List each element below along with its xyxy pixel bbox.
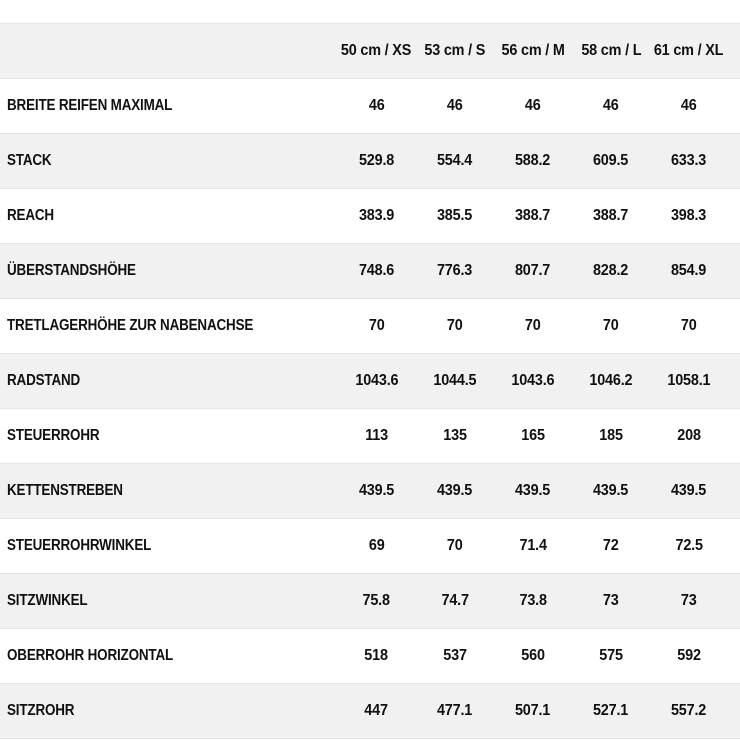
value-text: 73 <box>603 592 619 609</box>
value-cell <box>650 299 740 354</box>
value-cell <box>416 409 494 464</box>
value-text: 439.5 <box>515 482 551 499</box>
column-header-label: 53 cm / S <box>424 42 486 59</box>
value-text: 46 <box>603 97 619 114</box>
table-row <box>0 244 740 299</box>
value-cell <box>337 244 416 299</box>
value-cell <box>650 574 740 629</box>
value-text: 73.8 <box>519 592 547 609</box>
row-label-cell <box>0 574 337 629</box>
column-header-size <box>337 24 416 79</box>
value-cell <box>650 464 740 519</box>
value-text: 70 <box>447 537 463 554</box>
value-text: 385.5 <box>437 207 473 224</box>
value-text: 388.7 <box>593 207 629 224</box>
value-text: 398.3 <box>671 207 707 224</box>
value-text: 557.2 <box>671 702 707 719</box>
table-row <box>0 574 740 629</box>
column-header-size <box>650 24 740 79</box>
value-cell <box>494 299 572 354</box>
value-cell <box>494 464 572 519</box>
header-empty-cell <box>0 24 337 79</box>
value-cell <box>572 134 650 189</box>
table-row <box>0 629 740 684</box>
table-row <box>0 189 740 244</box>
value-text: 633.3 <box>671 152 707 169</box>
value-cell <box>416 299 494 354</box>
row-label-cell <box>0 629 337 684</box>
column-header-size <box>494 24 572 79</box>
column-header-label: 61 cm / XL <box>654 42 724 59</box>
value-cell <box>337 574 416 629</box>
value-text: 1058.1 <box>667 372 711 389</box>
value-text: 748.6 <box>358 262 395 279</box>
row-label: STEUERROHRWINKEL <box>7 537 152 554</box>
value-cell <box>572 464 650 519</box>
row-label: OBERROHR HORIZONTAL <box>7 647 174 664</box>
value-text: 518 <box>364 647 389 664</box>
table-row <box>0 354 740 409</box>
row-label-cell <box>0 79 337 134</box>
value-text: 439.5 <box>593 482 629 499</box>
table-row <box>0 464 740 519</box>
value-cell <box>650 79 740 134</box>
value-text: 554.4 <box>437 152 473 169</box>
value-cell <box>650 189 740 244</box>
header-row <box>0 24 740 79</box>
value-text: 46 <box>525 97 541 114</box>
value-text: 1046.2 <box>589 372 633 389</box>
row-label: SITZWINKEL <box>7 592 88 609</box>
row-label-cell <box>0 354 337 409</box>
row-label-cell <box>0 189 337 244</box>
row-label: STEUERROHR <box>7 427 100 444</box>
value-text: 439.5 <box>358 482 395 499</box>
value-cell <box>494 354 572 409</box>
value-text: 507.1 <box>515 702 551 719</box>
value-cell <box>650 354 740 409</box>
row-label-cell <box>0 409 337 464</box>
value-text: 529.8 <box>358 152 395 169</box>
table-row <box>0 79 740 134</box>
row-label: KETTENSTREBEN <box>7 482 123 499</box>
value-cell <box>572 79 650 134</box>
value-text: 46 <box>447 97 463 114</box>
table-row <box>0 684 740 739</box>
value-text: 135 <box>443 427 467 444</box>
geometry-table <box>0 23 740 739</box>
column-header-label: 56 cm / M <box>501 42 565 59</box>
row-label-cell <box>0 134 337 189</box>
value-text: 1044.5 <box>433 372 477 389</box>
table-row <box>0 299 740 354</box>
value-text: 592 <box>677 647 701 664</box>
value-cell <box>494 409 572 464</box>
value-text: 854.9 <box>671 262 707 279</box>
value-cell <box>416 354 494 409</box>
value-cell <box>494 684 572 739</box>
value-text: 75.8 <box>362 592 391 609</box>
value-cell <box>337 189 416 244</box>
row-label: BREITE REIFEN MAXIMAL <box>7 97 173 114</box>
value-text: 588.2 <box>515 152 551 169</box>
value-text: 537 <box>443 647 467 664</box>
value-text: 113 <box>365 427 388 444</box>
value-cell <box>650 244 740 299</box>
value-cell <box>337 354 416 409</box>
value-text: 477.1 <box>437 702 473 719</box>
value-text: 71.4 <box>519 537 547 554</box>
value-cell <box>337 629 416 684</box>
value-cell <box>416 464 494 519</box>
value-cell <box>650 409 740 464</box>
value-text: 439.5 <box>671 482 707 499</box>
value-text: 383.9 <box>358 207 395 224</box>
value-text: 447 <box>364 702 389 719</box>
row-label-cell <box>0 299 337 354</box>
row-label: STACK <box>7 152 52 169</box>
value-cell <box>650 134 740 189</box>
row-label: REACH <box>7 207 54 224</box>
value-text: 208 <box>677 427 701 444</box>
value-cell <box>337 299 416 354</box>
value-cell <box>337 684 416 739</box>
value-cell <box>416 519 494 574</box>
value-text: 776.3 <box>437 262 473 279</box>
value-cell <box>494 629 572 684</box>
value-text: 70 <box>681 317 697 334</box>
value-text: 70 <box>603 317 619 334</box>
value-cell <box>494 574 572 629</box>
value-text: 69 <box>368 537 385 554</box>
row-label: ÜBERSTANDSHÖHE <box>7 262 136 279</box>
value-text: 388.7 <box>515 207 551 224</box>
row-label: SITZROHR <box>7 702 75 719</box>
column-header-size <box>572 24 650 79</box>
row-label: TRETLAGERHÖHE ZUR NABENACHSE <box>7 317 254 334</box>
value-cell <box>337 464 416 519</box>
value-cell <box>650 629 740 684</box>
value-text: 527.1 <box>593 702 629 719</box>
value-text: 72.5 <box>675 537 703 554</box>
value-cell <box>572 574 650 629</box>
value-text: 439.5 <box>437 482 473 499</box>
row-label-cell <box>0 244 337 299</box>
row-label: RADSTAND <box>7 372 81 389</box>
table-row <box>0 519 740 574</box>
value-cell <box>337 79 416 134</box>
value-cell <box>416 134 494 189</box>
column-header-size <box>416 24 494 79</box>
value-cell <box>572 629 650 684</box>
value-text: 560 <box>521 647 545 664</box>
value-text: 70 <box>525 317 541 334</box>
value-text: 807.7 <box>515 262 551 279</box>
table-row <box>0 134 740 189</box>
value-cell <box>572 354 650 409</box>
value-cell <box>416 79 494 134</box>
value-cell <box>494 79 572 134</box>
value-cell <box>416 574 494 629</box>
column-header-label: 58 cm / L <box>580 42 642 59</box>
value-text: 185 <box>599 427 623 444</box>
row-label-cell <box>0 464 337 519</box>
value-cell <box>337 409 416 464</box>
value-cell <box>416 189 494 244</box>
value-text: 1043.6 <box>511 372 555 389</box>
table-head <box>0 24 740 79</box>
value-cell <box>416 244 494 299</box>
value-text: 74.7 <box>441 592 469 609</box>
value-text: 575 <box>599 647 623 664</box>
row-label-cell <box>0 519 337 574</box>
value-cell <box>572 409 650 464</box>
value-cell <box>650 684 740 739</box>
table-row <box>0 409 740 464</box>
column-header-label: 50 cm / XS <box>341 42 412 59</box>
value-text: 70 <box>447 317 463 334</box>
value-cell <box>572 244 650 299</box>
table-body <box>0 79 740 739</box>
value-cell <box>337 134 416 189</box>
value-cell <box>494 189 572 244</box>
value-cell <box>416 629 494 684</box>
value-cell <box>572 189 650 244</box>
value-text: 46 <box>681 97 697 114</box>
row-label-cell <box>0 684 337 739</box>
value-cell <box>572 519 650 574</box>
value-cell <box>494 134 572 189</box>
value-text: 72 <box>603 537 619 554</box>
value-cell <box>337 519 416 574</box>
value-cell <box>494 244 572 299</box>
value-cell <box>572 684 650 739</box>
value-text: 828.2 <box>593 262 629 279</box>
value-text: 70 <box>368 317 385 334</box>
value-text: 46 <box>368 97 385 114</box>
value-cell <box>650 519 740 574</box>
value-text: 73 <box>681 592 697 609</box>
value-text: 1043.6 <box>355 372 398 389</box>
value-cell <box>494 519 572 574</box>
value-text: 609.5 <box>593 152 629 169</box>
value-text: 165 <box>521 427 545 444</box>
value-cell <box>416 684 494 739</box>
value-cell <box>572 299 650 354</box>
